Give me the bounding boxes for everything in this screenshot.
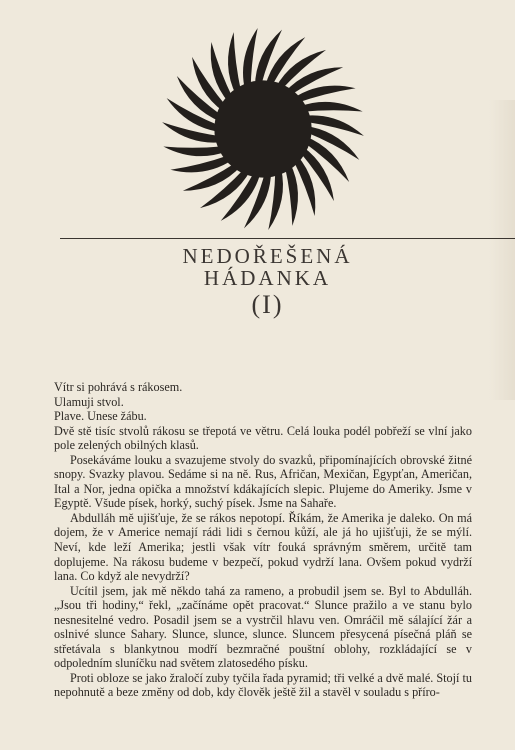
- paragraph: Ucítil jsem, jak mě někdo tahá za rameno, a probudil jsem se. Byl to Abdulláh. „Jsou tři hodiny,“ řekl, „začínáme opět pracovat.“ Slunce pražilo a ve stanu bylo nesnesitelné vedro. Posadil jsem se a vystrčil hlavu ven. Omráčil mě sálající žár a oslnivé slunce Sahary. Slunce, slunce, slunce. Sluncem přesycená písečná pláň se střetávala s blankytnou modří bezmračné pouštní oblohy, rozkládající se v odpoledním sluníčku nad světem zlatosedého písku.: [54, 583, 472, 671]
- paragraph: Dvě stě tisíc stvolů rákosu se třepotá ve větru. Celá louka podél pobřeží se vlní jako pole zelených obilných klasů.: [54, 423, 472, 453]
- sun-ray: [299, 102, 362, 112]
- paragraph: Vítr si pohrává s rákosem.: [54, 380, 183, 394]
- paragraph: Proti obloze se jako žraločí zuby tyčila řada pyramid; tři velké a dvě malé. Stojí tu nepohnutě a beze změny od dob, kdy člověk ještě žil a stavěl v souladu s příro-: [54, 670, 472, 700]
- chapter-title-line1: NEDOŘEŠENÁ: [182, 244, 353, 268]
- sun-disc: [214, 80, 311, 177]
- paragraph: Ulamuji stvol.: [54, 394, 124, 409]
- paragraph: Plave. Unese žábu.: [54, 409, 147, 424]
- chapter-title-line2: HÁDANKA: [203, 266, 332, 290]
- sun-icon: [156, 22, 370, 236]
- sun-ray: [170, 155, 233, 172]
- body-text: [54, 380, 472, 700]
- paragraph: Abdulláh mě ujišťuje, že se rákos nepotopí. Říkám, že Amerika je daleko. On má dojem, že v Americe nemají rádi lidi s černou kůží, ale já ho ujišťuji, že se mýlí. Neví, kde leží Amerika; jestli však vítr fouká správným směrem, určitě tam doplujeme. Na rákosu budeme v bezpečí, pokud vydrží lana. Ovšem pokud vydrží lana. Co když ale nevydrží?: [54, 510, 472, 584]
- chapter-number: (I): [251, 290, 284, 319]
- sun-ray: [293, 86, 356, 103]
- page-edge-shadow: [489, 100, 515, 400]
- paragraph: Posekáváme louku a svazujeme stvoly do svazků, připomínajících obrovské žitné snopy. Svazky plavou. Sedáme si na ně. Rus, Afričan, Mexičan, Egypťan, Američan, Ital a Nor, jedna opička a množství kdákajících slepic. Plujeme do Ameriky. Jsme v Egyptě. Všude písek, horký, suchý písek. Jsme na Sahaře.: [54, 452, 472, 511]
- sun-ray: [285, 162, 298, 225]
- title-rule: [60, 238, 515, 239]
- sun-ray: [228, 32, 241, 95]
- sun-ray: [163, 146, 226, 156]
